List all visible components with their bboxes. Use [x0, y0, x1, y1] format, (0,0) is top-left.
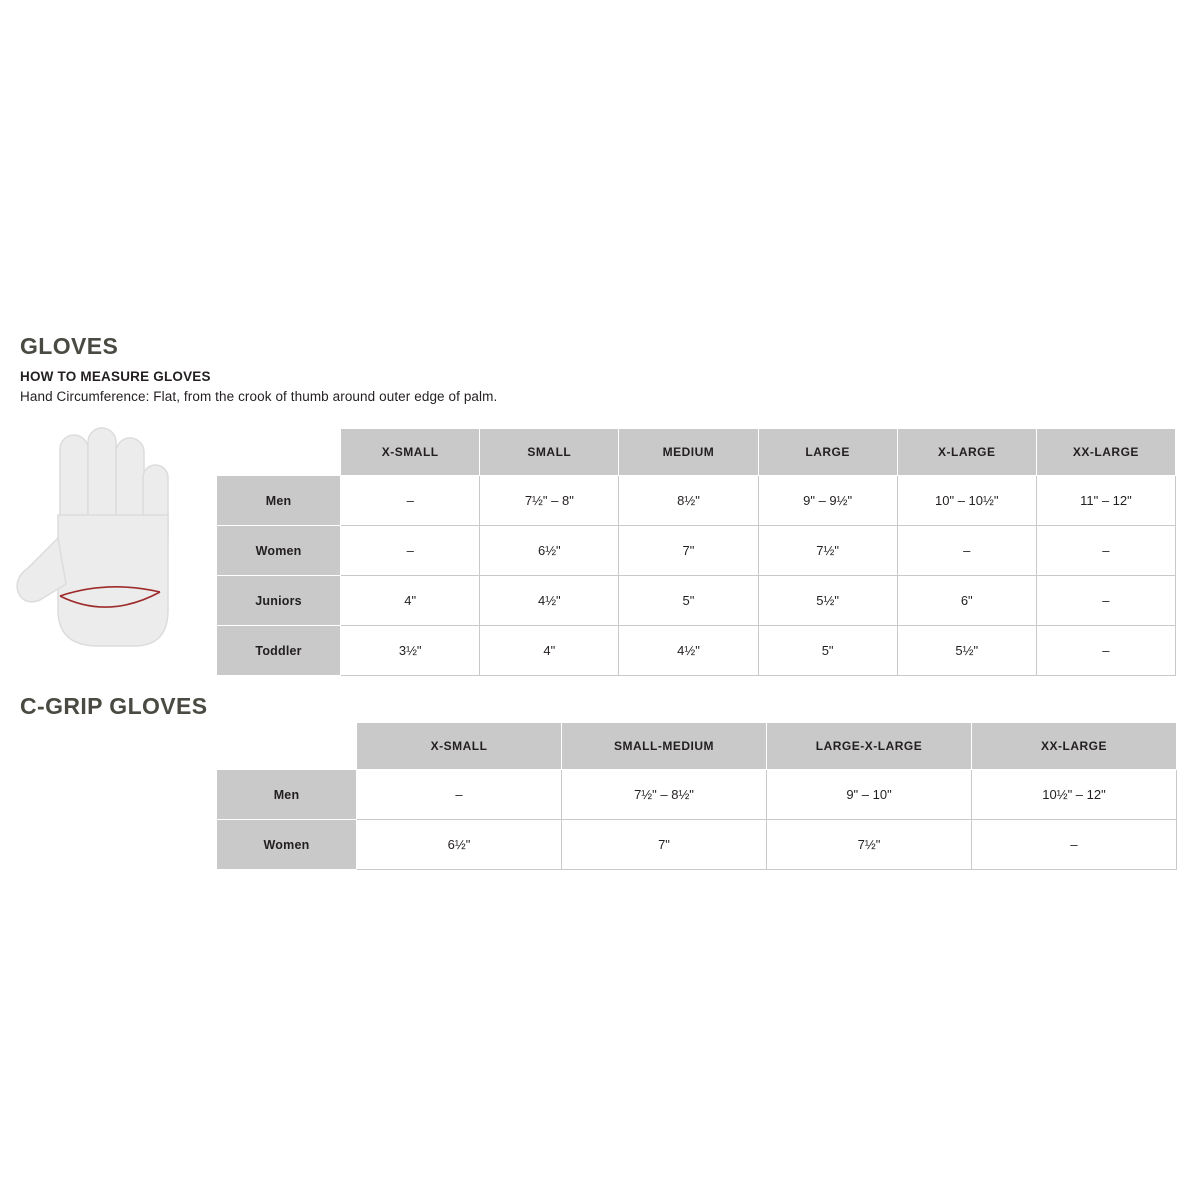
table-cell: 5": [758, 626, 897, 676]
table-cell: 4½": [480, 576, 619, 626]
table-header-row: [217, 723, 1177, 770]
column-header: SMALL-MEDIUM: [562, 723, 767, 770]
cgrip-gloves-size-table: [216, 722, 1177, 870]
gloves-section-title: GLOVES: [20, 333, 119, 359]
table-cell: –: [1036, 626, 1175, 676]
table-cell: 5½": [758, 576, 897, 626]
column-header: XX-LARGE: [972, 723, 1177, 770]
table-cell: –: [341, 526, 480, 576]
corner-cell: [217, 429, 341, 476]
table-cell: 6": [897, 576, 1036, 626]
table-cell: –: [897, 526, 1036, 576]
table-cell: 3½": [341, 626, 480, 676]
column-header: LARGE-X-LARGE: [767, 723, 972, 770]
table-cell: 4½": [619, 626, 758, 676]
hand-circumference-note: Hand Circumference: Flat, from the crook of thumb around outer edge of palm.: [20, 389, 498, 404]
table-cell: 5½": [897, 626, 1036, 676]
row-label: Juniors: [217, 576, 341, 626]
table-cell: 9" – 9½": [758, 476, 897, 526]
row-label: Toddler: [217, 626, 341, 676]
table-row: [217, 820, 1177, 870]
table-cell: 6½": [357, 820, 562, 870]
table-cell: –: [1036, 576, 1175, 626]
table-cell: 7": [619, 526, 758, 576]
table-row: [217, 626, 1176, 676]
table-cell: –: [341, 476, 480, 526]
table-cell: –: [357, 770, 562, 820]
corner-cell: [217, 723, 357, 770]
row-label: Men: [217, 476, 341, 526]
table-cell: 10½" – 12": [972, 770, 1177, 820]
column-header: X-SMALL: [341, 429, 480, 476]
table-cell: 4": [341, 576, 480, 626]
table-cell: –: [1036, 526, 1175, 576]
table-cell: 7½": [767, 820, 972, 870]
table-cell: 7½": [758, 526, 897, 576]
column-header: X-SMALL: [357, 723, 562, 770]
row-label: Men: [217, 770, 357, 820]
hand-illustration-svg: [8, 420, 208, 660]
column-header: LARGE: [758, 429, 897, 476]
table-row: [217, 576, 1176, 626]
table-cell: 10" – 10½": [897, 476, 1036, 526]
table-header-row: [217, 429, 1176, 476]
table-cell: 6½": [480, 526, 619, 576]
column-header: SMALL: [480, 429, 619, 476]
column-header: XX-LARGE: [1036, 429, 1175, 476]
table-cell: 11" – 12": [1036, 476, 1175, 526]
column-header: X-LARGE: [897, 429, 1036, 476]
column-header: MEDIUM: [619, 429, 758, 476]
row-label: Women: [217, 526, 341, 576]
cgrip-gloves-section-title: C-GRIP GLOVES: [20, 693, 208, 719]
table-cell: 7": [562, 820, 767, 870]
table-row: [217, 526, 1176, 576]
gloves-size-table: [216, 428, 1176, 676]
table-cell: 8½": [619, 476, 758, 526]
table-row: [217, 770, 1177, 820]
table-cell: –: [972, 820, 1177, 870]
table-cell: 7½" – 8": [480, 476, 619, 526]
table-cell: 5": [619, 576, 758, 626]
table-row: [217, 476, 1176, 526]
table-cell: 7½" – 8½": [562, 770, 767, 820]
table-cell: 4": [480, 626, 619, 676]
hand-diagram: [8, 420, 208, 660]
table-cell: 9" – 10": [767, 770, 972, 820]
how-to-measure-heading: HOW TO MEASURE GLOVES: [20, 369, 211, 384]
row-label: Women: [217, 820, 357, 870]
